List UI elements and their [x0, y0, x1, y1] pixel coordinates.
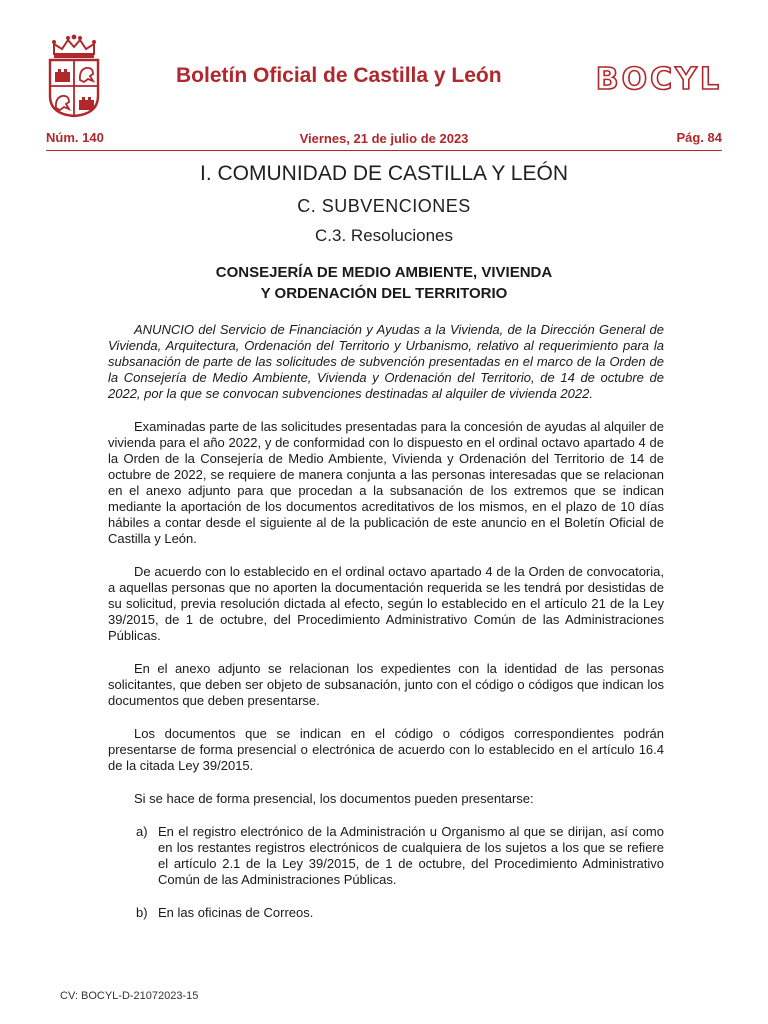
castilla-leon-coat-of-arms-icon [46, 34, 102, 118]
submission-options-list [108, 824, 664, 921]
subsubsection-title: C.3. Resoluciones [315, 226, 453, 245]
body-paragraph: Examinadas parte de las solicitudes presentadas para la concesión de ayudas al alquiler de vivienda para el año 2022, y de conformidad con lo dispuesto en el ordinal octavo apartado 4 de la Orden de la Consejería de Medio Ambiente, Vivienda y Ordenación del Territorio de 14 de octubre de 2022, se requiere de manera conjunta a las personas interesadas que se relacionan en el anexo adjunto para que procedan a la subsanación de los extremos que se indican mediante la aportación de los documentos acreditativos de los mismos, en el plazo de 10 días hábiles a contar desde el siguiente al de la publicación de este anuncio en el Boletín Oficial de Castilla y León. [108, 419, 664, 546]
issue-date: Viernes, 21 de julio de 2023 [299, 131, 469, 146]
body-paragraph: Los documentos que se indican en el código o códigos correspondientes podrán presentarse de forma presencial o electrónica de acuerdo con lo establecido en el artículo 16.4 de la citada Ley 39/2015. [108, 726, 664, 773]
body-paragraph: De acuerdo con lo establecido en el ordinal octavo apartado 4 de la Orden de convocatoria, a aquellas personas que no aporten la documentación requerida se les tendrá por desistidas de su solicitud, previa resolución dictada al efecto, según lo establecido en el artículo 21 de la Ley 39/2015, de 1 de octubre, del Procedimiento Administrativo Común de las Administraciones Públicas. [108, 564, 664, 643]
ministry-line-2: Y ORDENACIÓN DEL TERRITORIO [260, 285, 508, 302]
list-item-text: En las oficinas de Correos. [158, 905, 314, 920]
list-item [108, 905, 664, 921]
header [46, 34, 722, 120]
cv-code: CV: BOCYL-D-21072023-15 [60, 990, 199, 1002]
section-title: I. COMUNIDAD DE CASTILLA Y LEÓN [200, 162, 568, 185]
document-body [108, 322, 664, 938]
ministry-heading [0, 262, 768, 304]
ministry-line-1: CONSEJERÍA DE MEDIO AMBIENTE, VIVIENDA [215, 264, 553, 281]
issue-bar [46, 128, 722, 151]
list-marker: b) [136, 905, 148, 920]
page-number: Pág. 84 [676, 130, 722, 145]
bocyl-logo: BOCYL [595, 62, 722, 97]
issue-number: Núm. 140 [46, 130, 104, 145]
list-marker: a) [136, 824, 148, 839]
subsection-title: C. SUBVENCIONES [297, 196, 471, 216]
list-item-text: En el registro electrónico de la Administración u Organismo al que se dirijan, así como en los restantes registros electrónicos de cualquiera de los sujetos a los que se refiere el artículo 2.1 de la Ley 39/2015, de 1 de octubre, del Procedimiento Administrativo Común de las Administraciones Públicas. [158, 824, 664, 887]
body-paragraph: En el anexo adjunto se relacionan los expedientes con la identidad de las personas solicitantes, que deben ser objeto de subsanación, junto con el código o códigos que indican los documentos que deben presentarse. [108, 661, 664, 708]
announcement-paragraph: ANUNCIO del Servicio de Financiación y Ayudas a la Vivienda, de la Dirección General de Vivienda, Arquitectura, Ordenación del Territorio y Urbanismo, relativo al requerimiento para la subsanación de parte de las solicitudes de subvención presentadas en el marco de la Orden de la Consejería de Medio Ambiente, Vivienda y Ordenación del Territorio, de 14 de octubre de 2022, por la que se convocan subvenciones destinadas al alquiler de vivienda 2022. [108, 322, 664, 401]
list-item [108, 824, 664, 888]
bulletin-title: Boletín Oficial de Castilla y León [176, 64, 502, 87]
body-paragraph: Si se hace de forma presencial, los documentos pueden presentarse: [134, 791, 534, 806]
